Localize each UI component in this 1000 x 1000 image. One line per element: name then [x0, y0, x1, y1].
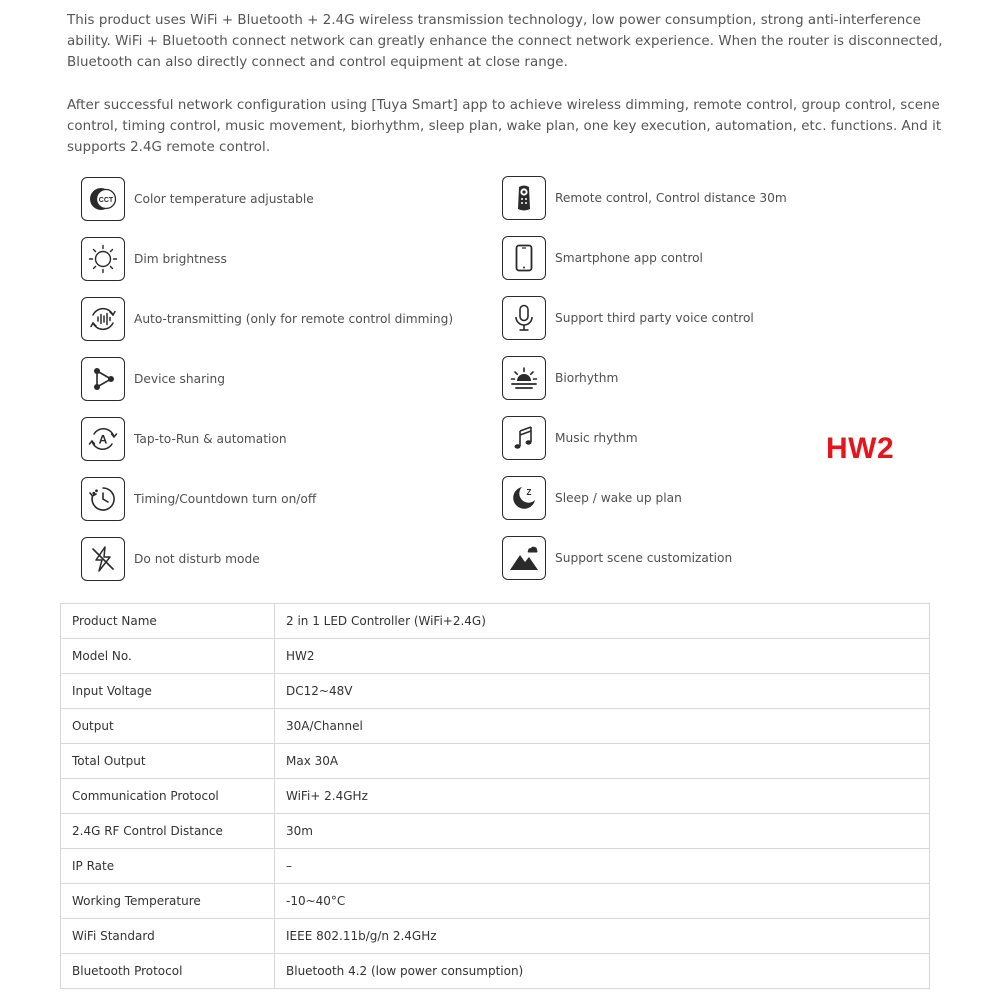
feature-label: Tap-to-Run & automation — [134, 432, 287, 446]
feature-scene-customization — [502, 534, 732, 582]
feature-label: Color temperature adjustable — [134, 192, 314, 206]
spec-value: – — [275, 849, 930, 884]
remote-icon — [502, 176, 546, 220]
feature-voice-control — [502, 294, 754, 342]
smartphone-icon — [502, 236, 546, 280]
table-row — [61, 709, 930, 744]
feature-label: Smartphone app control — [555, 251, 703, 265]
feature-label: Sleep / wake up plan — [555, 491, 682, 505]
moon-icon — [502, 476, 546, 520]
spec-key: IP Rate — [61, 849, 275, 884]
model-badge: HW2 — [826, 432, 895, 465]
feature-label: Auto-transmitting (only for remote control dimming) — [134, 312, 454, 326]
feature-music-rhythm — [502, 414, 638, 462]
feature-label: Timing/Countdown turn on/off — [134, 492, 317, 506]
auto-transmit-icon — [81, 297, 125, 341]
table-row — [61, 744, 930, 779]
table-row — [61, 814, 930, 849]
feature-auto-transmitting — [81, 295, 453, 343]
feature-label: Music rhythm — [555, 431, 638, 445]
feature-label: Support scene customization — [555, 551, 733, 565]
spec-table-body — [61, 604, 930, 989]
no-disturb-icon — [81, 537, 125, 581]
sunrise-icon — [502, 356, 546, 400]
spec-key: 2.4G RF Control Distance — [61, 814, 275, 849]
table-row — [61, 884, 930, 919]
feature-label: Remote control, Control distance 30m — [555, 191, 787, 205]
table-row — [61, 779, 930, 814]
spec-value: HW2 — [275, 639, 930, 674]
feature-remote-control — [502, 174, 787, 222]
feature-tap-to-run — [81, 415, 287, 463]
intro-paragraph-1: This product uses WiFi + Bluetooth + 2.4G wireless transmission technology, low power consumption, strong anti-interference ability. WiFi + Bluetooth connect network can greatly enhance the connect network experience. When the router is disconnected, Bluetooth can also directly connect and control equipment at close range. — [67, 13, 943, 70]
feature-biorhythm — [502, 354, 618, 402]
cct-icon — [81, 177, 125, 221]
table-row — [61, 604, 930, 639]
spec-value: -10~40°C — [275, 884, 930, 919]
spec-key: Output — [61, 709, 275, 744]
feature-label: Biorhythm — [555, 371, 619, 385]
feature-label: Support third party voice control — [555, 311, 754, 325]
spec-value: IEEE 802.11b/g/n 2.4GHz — [275, 919, 930, 954]
timer-icon — [81, 477, 125, 521]
spec-key: WiFi Standard — [61, 919, 275, 954]
spec-value: Bluetooth 4.2 (low power consumption) — [275, 954, 930, 989]
feature-label: Dim brightness — [134, 252, 227, 266]
microphone-icon — [502, 296, 546, 340]
mountain-scene-icon — [502, 536, 546, 580]
spec-value: WiFi+ 2.4GHz — [275, 779, 930, 814]
sun-icon — [81, 237, 125, 281]
spec-key: Total Output — [61, 744, 275, 779]
spec-key: Model No. — [61, 639, 275, 674]
spec-key: Input Voltage — [61, 674, 275, 709]
spec-value: Max 30A — [275, 744, 930, 779]
table-row — [61, 639, 930, 674]
spec-value: 30A/Channel — [275, 709, 930, 744]
spec-value: DC12~48V — [275, 674, 930, 709]
feature-color-temperature — [81, 175, 314, 223]
intro-paragraph-2: After successful network configuration using [Tuya Smart] app to achieve wireless dimming, remote control, group control, scene control, timing control, music movement, biorhythm, sleep plan, wake plan, one key execution, automation, etc. functions. And it supports 2.4G remote control. — [67, 98, 942, 155]
spec-key: Bluetooth Protocol — [61, 954, 275, 989]
spec-value: 30m — [275, 814, 930, 849]
feature-sleep-wake — [502, 474, 682, 522]
table-row — [61, 849, 930, 884]
music-note-icon — [502, 416, 546, 460]
feature-device-sharing — [81, 355, 225, 403]
moon-icon-text: Z — [526, 488, 532, 497]
table-row — [61, 919, 930, 954]
feature-do-not-disturb — [81, 535, 260, 583]
spec-key: Product Name — [61, 604, 275, 639]
cct-icon-text: CCT — [98, 196, 114, 204]
feature-label: Do not disturb mode — [134, 552, 260, 566]
table-row — [61, 954, 930, 989]
share-icon — [81, 357, 125, 401]
spec-key: Working Temperature — [61, 884, 275, 919]
spec-key: Communication Protocol — [61, 779, 275, 814]
automation-icon-text: A — [98, 432, 108, 447]
automation-icon — [81, 417, 125, 461]
feature-smartphone — [502, 234, 703, 282]
feature-label: Device sharing — [134, 372, 225, 386]
feature-timing-countdown — [81, 475, 316, 523]
feature-dim-brightness — [81, 235, 227, 283]
spec-value: 2 in 1 LED Controller (WiFi+2.4G) — [275, 604, 930, 639]
spec-table — [60, 603, 930, 989]
table-row — [61, 674, 930, 709]
